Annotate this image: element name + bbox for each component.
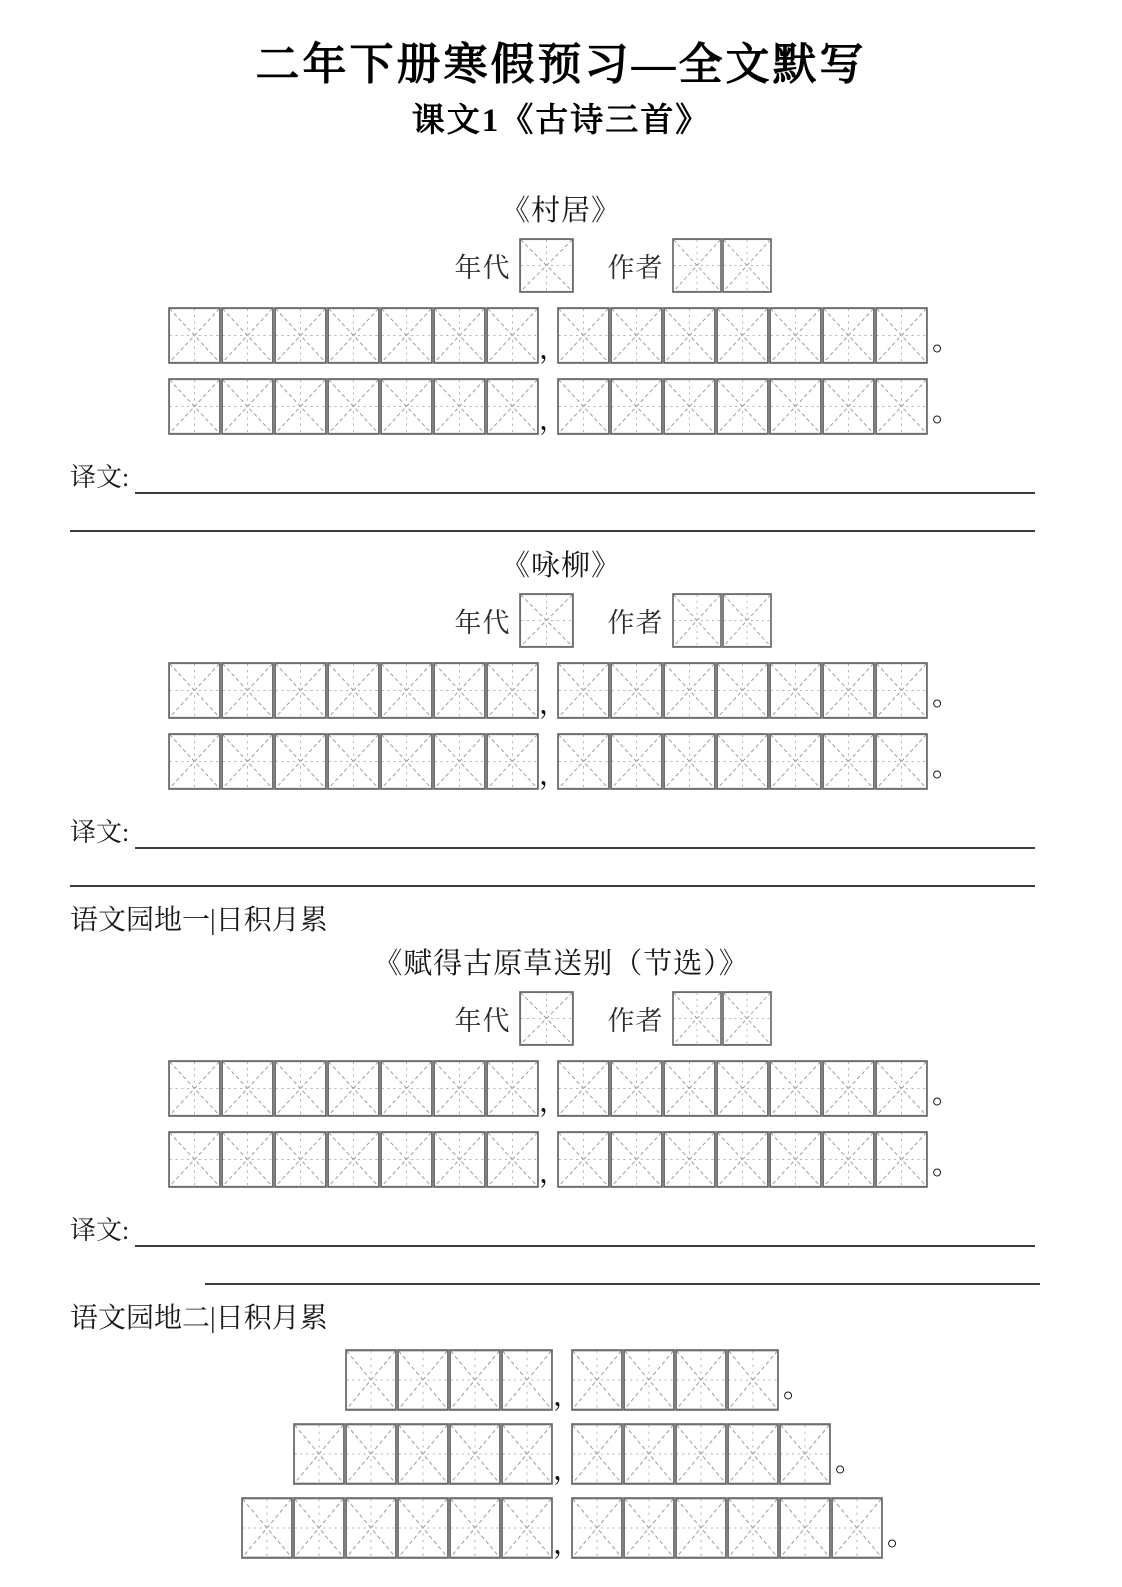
- writing-grid-box: [716, 733, 769, 790]
- writing-grid-box: [380, 733, 433, 790]
- writing-grid-box: [327, 1131, 380, 1188]
- era-box-group: [519, 593, 574, 648]
- writing-grid-box: [293, 1423, 345, 1485]
- grid-box-group-left: [168, 307, 539, 364]
- writing-grid-box: [380, 1060, 433, 1117]
- era-box-group: [519, 238, 574, 293]
- writing-grid-box: [672, 593, 722, 648]
- writing-grid-box: [663, 378, 716, 435]
- comma-mark: ，: [539, 333, 568, 365]
- writing-grid-box: [610, 1060, 663, 1117]
- era-author-row: [52, 593, 1122, 648]
- writing-grid-box: [769, 378, 822, 435]
- writing-grid-box: [716, 1060, 769, 1117]
- writing-grid-box: [501, 1423, 553, 1485]
- writing-grid-box: [519, 593, 574, 648]
- writing-grid-box: [519, 991, 574, 1046]
- writing-grid-box: [779, 1423, 831, 1485]
- translation-row: [70, 457, 1035, 494]
- comma-mark: ，: [553, 1455, 582, 1487]
- writing-grid-box: [663, 307, 716, 364]
- author-label: 作者: [607, 608, 664, 639]
- writing-grid-box: [274, 1060, 327, 1117]
- writing-grid-box: [769, 1060, 822, 1117]
- writing-grid-box: [327, 662, 380, 719]
- character-grid-row: [14, 1349, 1122, 1411]
- writing-grid-box: [380, 307, 433, 364]
- translation-label: 译文:: [70, 1215, 130, 1245]
- writing-grid-box: [433, 1131, 486, 1188]
- writing-grid-box: [221, 733, 274, 790]
- writing-grid-box: [779, 1497, 831, 1559]
- writing-grid-box: [722, 593, 772, 648]
- author-box-group: [672, 593, 772, 648]
- translation-blank-line: [135, 815, 1035, 849]
- writing-grid-box: [623, 1497, 675, 1559]
- grid-box-group-left: [168, 662, 539, 719]
- section-heading: 语文园地二|日积月累: [70, 1302, 328, 1334]
- character-grid-row: [0, 1131, 1122, 1188]
- writing-grid-box: [727, 1349, 779, 1411]
- comma-mark: ，: [553, 1529, 582, 1561]
- page-subtitle: 课文1《古诗三首》: [411, 102, 711, 139]
- grid-box-group-right: [557, 1060, 928, 1117]
- writing-grid-box: [831, 1497, 883, 1559]
- writing-grid-box: [675, 1349, 727, 1411]
- writing-grid-box: [769, 662, 822, 719]
- writing-grid-box: [663, 1131, 716, 1188]
- writing-grid-box: [519, 238, 574, 293]
- writing-grid-box: [875, 733, 928, 790]
- section-divider: [70, 885, 1035, 887]
- period-mark: 。: [835, 1447, 864, 1479]
- comma-mark: ，: [539, 404, 568, 436]
- period-mark: 。: [932, 325, 961, 357]
- writing-grid-box: [501, 1497, 553, 1559]
- writing-grid-box: [557, 662, 610, 719]
- writing-grid-box: [716, 378, 769, 435]
- writing-grid-box: [571, 1349, 623, 1411]
- character-grid-row: [14, 1423, 1122, 1485]
- poem-title: 《村居》: [500, 194, 621, 227]
- writing-grid-box: [672, 238, 722, 293]
- writing-grid-box: [722, 238, 772, 293]
- writing-grid-box: [875, 1131, 928, 1188]
- grid-box-group-right: [557, 733, 928, 790]
- comma-mark: ，: [539, 760, 568, 792]
- writing-grid-box: [168, 378, 221, 435]
- writing-grid-box: [241, 1497, 293, 1559]
- writing-grid-box: [557, 378, 610, 435]
- writing-grid-box: [716, 307, 769, 364]
- writing-grid-box: [663, 733, 716, 790]
- translation-blank-line: [135, 1213, 1035, 1247]
- writing-grid-box: [327, 1060, 380, 1117]
- grid-box-group-left: [345, 1349, 553, 1411]
- writing-grid-box: [716, 1131, 769, 1188]
- era-label: 年代: [454, 252, 511, 283]
- era-author-row: [52, 991, 1122, 1046]
- grid-box-group-right: [557, 378, 928, 435]
- period-mark: 。: [932, 1078, 961, 1110]
- writing-grid-box: [610, 378, 663, 435]
- writing-grid-box: [327, 733, 380, 790]
- writing-grid-box: [769, 307, 822, 364]
- grid-box-group-left: [168, 1131, 539, 1188]
- writing-grid-box: [557, 733, 610, 790]
- writing-grid-box: [822, 378, 875, 435]
- period-mark: 。: [783, 1373, 812, 1405]
- period-mark: 。: [932, 752, 961, 784]
- comma-mark: ，: [553, 1381, 582, 1413]
- writing-grid-box: [571, 1423, 623, 1485]
- writing-grid-box: [769, 1131, 822, 1188]
- section-divider: [70, 530, 1035, 532]
- era-author-row: [52, 238, 1122, 293]
- writing-grid-box: [168, 1060, 221, 1117]
- writing-grid-box: [623, 1423, 675, 1485]
- translation-row: [70, 812, 1035, 849]
- grid-box-group-right: [571, 1497, 883, 1559]
- character-grid-row: [14, 1497, 1122, 1559]
- writing-grid-box: [663, 662, 716, 719]
- writing-grid-box: [433, 307, 486, 364]
- author-label: 作者: [607, 252, 664, 283]
- writing-grid-box: [221, 378, 274, 435]
- writing-grid-box: [345, 1349, 397, 1411]
- writing-grid-box: [610, 662, 663, 719]
- grid-box-group-right: [557, 662, 928, 719]
- writing-grid-box: [486, 1060, 539, 1117]
- writing-grid-box: [727, 1423, 779, 1485]
- translation-label: 译文:: [70, 818, 130, 848]
- writing-grid-box: [822, 307, 875, 364]
- character-grid-row: [0, 733, 1122, 790]
- writing-grid-box: [822, 1131, 875, 1188]
- writing-grid-box: [822, 733, 875, 790]
- writing-grid-box: [221, 307, 274, 364]
- writing-grid-box: [397, 1497, 449, 1559]
- writing-grid-box: [486, 307, 539, 364]
- translation-blank-line: [135, 460, 1035, 494]
- character-grid-row: [0, 378, 1122, 435]
- writing-grid-box: [274, 307, 327, 364]
- grid-box-group-right: [571, 1423, 831, 1485]
- writing-grid-box: [875, 662, 928, 719]
- writing-grid-box: [380, 1131, 433, 1188]
- author-label: 作者: [607, 1005, 664, 1036]
- writing-grid-box: [675, 1423, 727, 1485]
- writing-grid-box: [397, 1423, 449, 1485]
- section-heading: 语文园地一|日积月累: [70, 905, 328, 937]
- worksheet-section: [0, 195, 1122, 532]
- writing-grid-box: [722, 991, 772, 1046]
- grid-box-group-left: [293, 1423, 553, 1485]
- sections-container: [0, 195, 1122, 1560]
- writing-grid-box: [875, 1060, 928, 1117]
- comma-mark: ，: [539, 1086, 568, 1118]
- writing-grid-box: [293, 1497, 345, 1559]
- writing-grid-box: [168, 733, 221, 790]
- worksheet-section: [0, 903, 1122, 1285]
- era-box-group: [519, 991, 574, 1046]
- writing-grid-box: [433, 378, 486, 435]
- writing-grid-box: [610, 733, 663, 790]
- writing-grid-box: [557, 1060, 610, 1117]
- writing-grid-box: [571, 1497, 623, 1559]
- writing-grid-box: [486, 378, 539, 435]
- writing-grid-box: [345, 1497, 397, 1559]
- writing-grid-box: [822, 662, 875, 719]
- writing-grid-box: [433, 733, 486, 790]
- writing-grid-box: [610, 1131, 663, 1188]
- writing-grid-box: [822, 1060, 875, 1117]
- writing-grid-box: [327, 307, 380, 364]
- period-mark: 。: [932, 681, 961, 713]
- writing-grid-box: [716, 662, 769, 719]
- writing-grid-box: [380, 662, 433, 719]
- writing-grid-box: [672, 991, 722, 1046]
- grid-box-group-left: [241, 1497, 553, 1559]
- author-box-group: [672, 991, 772, 1046]
- writing-grid-box: [274, 662, 327, 719]
- era-label: 年代: [454, 1005, 511, 1036]
- character-grid-row: [0, 1060, 1122, 1117]
- writing-grid-box: [168, 1131, 221, 1188]
- writing-grid-box: [675, 1497, 727, 1559]
- poem-title: 《赋得古原草送别（节选）》: [373, 947, 749, 980]
- writing-grid-box: [433, 662, 486, 719]
- writing-grid-box: [327, 378, 380, 435]
- writing-grid-box: [610, 307, 663, 364]
- writing-grid-box: [345, 1423, 397, 1485]
- writing-grid-box: [486, 1131, 539, 1188]
- writing-grid-box: [433, 1060, 486, 1117]
- writing-grid-box: [274, 1131, 327, 1188]
- period-mark: 。: [932, 396, 961, 428]
- writing-grid-box: [557, 1131, 610, 1188]
- writing-grid-box: [168, 307, 221, 364]
- writing-grid-box: [449, 1497, 501, 1559]
- worksheet-section: [0, 1301, 1122, 1559]
- grid-box-group-right: [557, 307, 928, 364]
- writing-grid-box: [274, 378, 327, 435]
- writing-grid-box: [875, 378, 928, 435]
- writing-grid-box: [221, 662, 274, 719]
- grid-box-group-left: [168, 378, 539, 435]
- writing-grid-box: [449, 1423, 501, 1485]
- grid-box-group-right: [557, 1131, 928, 1188]
- writing-grid-box: [557, 307, 610, 364]
- writing-grid-box: [380, 378, 433, 435]
- writing-grid-box: [769, 733, 822, 790]
- worksheet-section: [0, 550, 1122, 887]
- writing-grid-box: [168, 662, 221, 719]
- grid-box-group-left: [168, 1060, 539, 1117]
- writing-grid-box: [875, 307, 928, 364]
- writing-grid-box: [486, 662, 539, 719]
- comma-mark: ，: [539, 689, 568, 721]
- poem-title: 《咏柳》: [500, 549, 621, 582]
- writing-grid-box: [663, 1060, 716, 1117]
- character-grid-row: [0, 307, 1122, 364]
- period-mark: 。: [932, 1149, 961, 1181]
- writing-grid-box: [486, 733, 539, 790]
- era-label: 年代: [454, 608, 511, 639]
- translation-label: 译文:: [70, 462, 130, 492]
- author-box-group: [672, 238, 772, 293]
- grid-box-group-right: [571, 1349, 779, 1411]
- writing-grid-box: [727, 1497, 779, 1559]
- period-mark: 。: [887, 1521, 916, 1553]
- writing-grid-box: [221, 1060, 274, 1117]
- writing-grid-box: [501, 1349, 553, 1411]
- writing-grid-box: [221, 1131, 274, 1188]
- character-grid-row: [0, 662, 1122, 719]
- page-title: 二年下册寒假预习—全文默写: [255, 40, 867, 89]
- writing-grid-box: [274, 733, 327, 790]
- grid-box-group-left: [168, 733, 539, 790]
- writing-grid-box: [397, 1349, 449, 1411]
- writing-grid-box: [449, 1349, 501, 1411]
- translation-row: [70, 1210, 1035, 1247]
- writing-grid-box: [623, 1349, 675, 1411]
- continuation-blank-line: [205, 1283, 1040, 1285]
- comma-mark: ，: [539, 1157, 568, 1189]
